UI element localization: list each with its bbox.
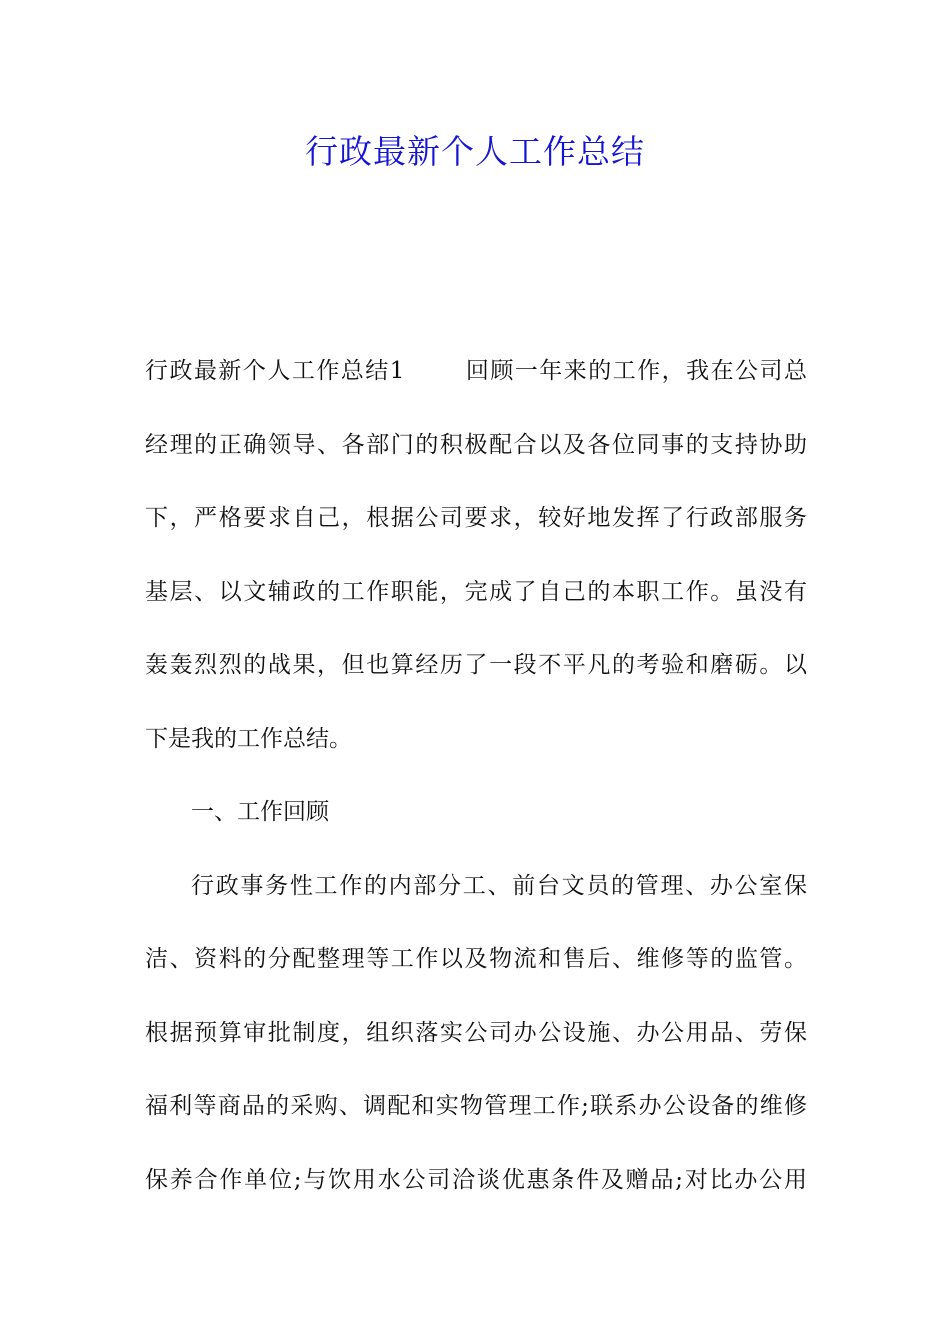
paragraph-1-line-1 — [145, 335, 807, 409]
paragraph-1-line-3: 下，严格要求自己，根据公司要求，较好地发挥了行政部服务 — [145, 505, 807, 531]
document-body — [145, 335, 807, 1217]
paragraph-1-line-4: 基层、以文辅政的工作职能，完成了自己的本职工作。虽没有 — [145, 578, 807, 605]
document-title: 行政最新个人工作总结 — [305, 132, 645, 171]
paragraph-1-line-6: 下是我的工作总结。 — [145, 725, 352, 752]
paragraph-1-line-2: 经理的正确领导、各部门的积极配合以及各位同事的支持协助 — [145, 431, 807, 458]
paragraph-2-line-3: 根据预算审批制度，组织落实公司办公设施、办公用品、劳保 — [145, 1019, 807, 1046]
section-heading: 一、工作回顾 — [191, 799, 329, 825]
paragraph-2-line-5: 保养合作单位;与饮用水公司洽谈优惠条件及赠品;对比办公用 — [145, 1166, 807, 1193]
paragraph-1-line-5: 轰轰烈烈的战果，但也算经历了一段不平凡的考验和磨砺。以 — [145, 652, 807, 678]
inline-section-heading: 行政最新个人工作总结1 — [145, 358, 405, 384]
paragraph-2-line-4: 福利等商品的采购、调配和实物管理工作;联系办公设备的维修 — [145, 1093, 807, 1119]
paragraph-2-line-2: 洁、资料的分配整理等工作以及物流和售后、维修等的监管。 — [145, 946, 807, 972]
paragraph-2-line-1: 行政事务性工作的内部分工、前台文员的管理、办公室保 — [191, 872, 807, 899]
paragraph-text: 回顾一年来的工作，我在公司总 — [464, 358, 808, 384]
